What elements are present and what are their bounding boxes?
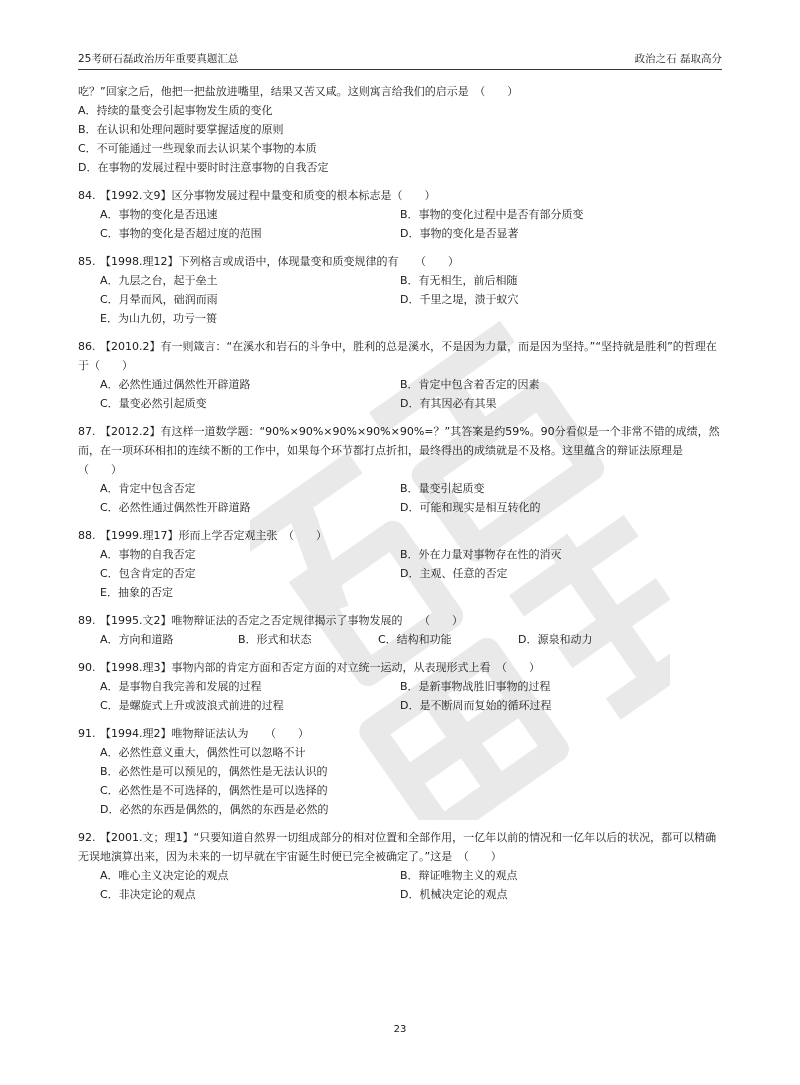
option: B．在认识和处理问题时要掌握适度的原则 <box>78 123 284 136</box>
option: A．事物的自我否定 <box>100 548 196 561</box>
page-number: 23 <box>393 1024 407 1035</box>
question-number: 88. <box>78 529 96 542</box>
option: A．持续的量变会引起事物发生质的变化 <box>78 104 273 117</box>
continued-question <box>78 82 724 177</box>
option: A．肯定中包含否定 <box>100 482 196 495</box>
question-stem: 【1994.理2】唯物辩证法认为 （ ） <box>100 727 309 740</box>
option: D．在事物的发展过程中要时时注意事物的自我否定 <box>78 161 329 174</box>
option: B．肯定中包含着否定的因素 <box>400 378 540 391</box>
question-number: 87. <box>78 425 96 438</box>
question-stem: 吃？”回家之后，他把一把盐放进嘴里，结果又苦又咸。这则寓言给我们的启示是 （ ） <box>78 85 519 98</box>
question-85 <box>78 252 724 328</box>
question-number: 90. <box>78 661 96 674</box>
option: D．必然的东西是偶然的，偶然的东西是必然的 <box>100 803 329 816</box>
question-92 <box>78 828 724 904</box>
option: D．源泉和动力 <box>518 633 593 646</box>
option: B．事物的变化过程中是否有部分质变 <box>400 208 584 221</box>
header-right-slogan: 政治之石 磊取高分 <box>634 53 722 65</box>
option: C．月晕而风，础润而雨 <box>100 293 218 306</box>
option: C．必然性是不可选择的，偶然性是可以选择的 <box>100 784 328 797</box>
option: A．唯心主义决定论的观点 <box>100 869 229 882</box>
question-stem: 【1998.理12】下列格言或成语中，体现量变和质变规律的有 （ ） <box>100 255 459 268</box>
option: C．非决定论的观点 <box>100 888 196 901</box>
option: D．主观、任意的否定 <box>400 567 508 580</box>
option: D．千里之堤，溃于蚁穴 <box>400 293 519 306</box>
option: B．量变引起质变 <box>400 482 485 495</box>
question-stem: 【1999.理17】形而上学否定观主张 （ ） <box>100 529 327 542</box>
question-number: 86. <box>78 340 96 353</box>
option: B．必然性是可以预见的，偶然性是无法认识的 <box>100 765 328 778</box>
question-stem: 【1998.理3】事物内部的肯定方面和否定方面的对立统一运动，从表现形式上看 （ ） <box>100 661 540 674</box>
question-number: 91. <box>78 727 96 740</box>
header-left-title: 25考研石磊政治历年重要真题汇总 <box>78 53 239 65</box>
option: D．可能和现实是相互转化的 <box>400 501 541 514</box>
question-list <box>78 82 724 904</box>
option: C．不可能通过一些现象而去认识某个事物的本质 <box>78 142 317 155</box>
question-number: 92. <box>78 831 96 844</box>
option: C．必然性通过偶然性开辟道路 <box>100 501 251 514</box>
option: C．是螺旋式上升或波浪式前进的过程 <box>100 699 284 712</box>
question-91 <box>78 724 724 819</box>
question-84 <box>78 186 724 243</box>
option: C．包含肯定的否定 <box>100 567 196 580</box>
question-number: 84. <box>78 189 96 202</box>
option: C．结构和功能 <box>378 633 452 646</box>
option: A．九层之台，起于垒土 <box>100 274 218 287</box>
option: D．是不断周而复始的循环过程 <box>400 699 552 712</box>
question-88 <box>78 526 724 602</box>
option: A．事物的变化是否迅速 <box>100 208 218 221</box>
option: A．方向和道路 <box>100 633 174 646</box>
option: A．必然性通过偶然性开辟道路 <box>100 378 251 391</box>
option: B．是新事物战胜旧事物的过程 <box>400 680 551 693</box>
question-number: 89. <box>78 614 96 627</box>
option: B．形式和状态 <box>238 633 312 646</box>
question-89 <box>78 611 724 649</box>
option: A．必然性意义重大，偶然性可以忽略不计 <box>100 746 306 759</box>
question-number: 85. <box>78 255 96 268</box>
option: D．有其因必有其果 <box>400 397 497 410</box>
option: C．量变必然引起质变 <box>100 397 207 410</box>
option: B．外在力量对事物存在性的消灭 <box>400 548 562 561</box>
question-stem: 【1992.文9】区分事物发展过程中量变和质变的根本标志是（ ） <box>100 189 436 202</box>
page-header <box>78 50 722 70</box>
option: E．为山九仞，功亏一篑 <box>100 312 217 325</box>
option: E．抽象的否定 <box>100 586 173 599</box>
question-stem: 【2010.2】有一则箴言：“在溪水和岩石的斗争中，胜利的总是溪水，不是因为力量，而是因为坚持。”“坚持就是胜利”的哲理在于（ ） <box>78 340 717 372</box>
option: D．机械决定论的观点 <box>400 888 508 901</box>
option: C．事物的变化是否超过度的范围 <box>100 227 262 240</box>
option: D．事物的变化是否显著 <box>400 227 519 240</box>
question-stem: 【2001.文；理1】“只要知道自然界一切组成部分的相对位置和全部作用，一亿年以前的情况和一亿年以后的状况，都可以精确无误地演算出来，因为未来的一切早就在宇宙诞生时便已完全被确定了。”这是 （ ） <box>78 831 717 863</box>
question-stem: 【2012.2】有这样一道数学题：“90%×90%×90%×90%×90%=？”其答案是约59%。90分看似是一个非常不错的成绩，然而，在一项环环相扣的连续不断的工作中，如果每个环节都打点折扣，最终得出的成绩就是不及格。这里蕴含的辩证法原理是 （ ） <box>78 425 720 476</box>
question-90 <box>78 658 724 715</box>
question-87 <box>78 422 724 517</box>
question-stem: 【1995.文2】唯物辩证法的否定之否定规律揭示了事物发展的 （ ） <box>100 614 463 627</box>
option: B．辩证唯物主义的观点 <box>400 869 518 882</box>
question-86 <box>78 337 724 413</box>
option: A．是事物自我完善和发展的过程 <box>100 680 262 693</box>
option: B．有无相生，前后相随 <box>400 274 518 287</box>
